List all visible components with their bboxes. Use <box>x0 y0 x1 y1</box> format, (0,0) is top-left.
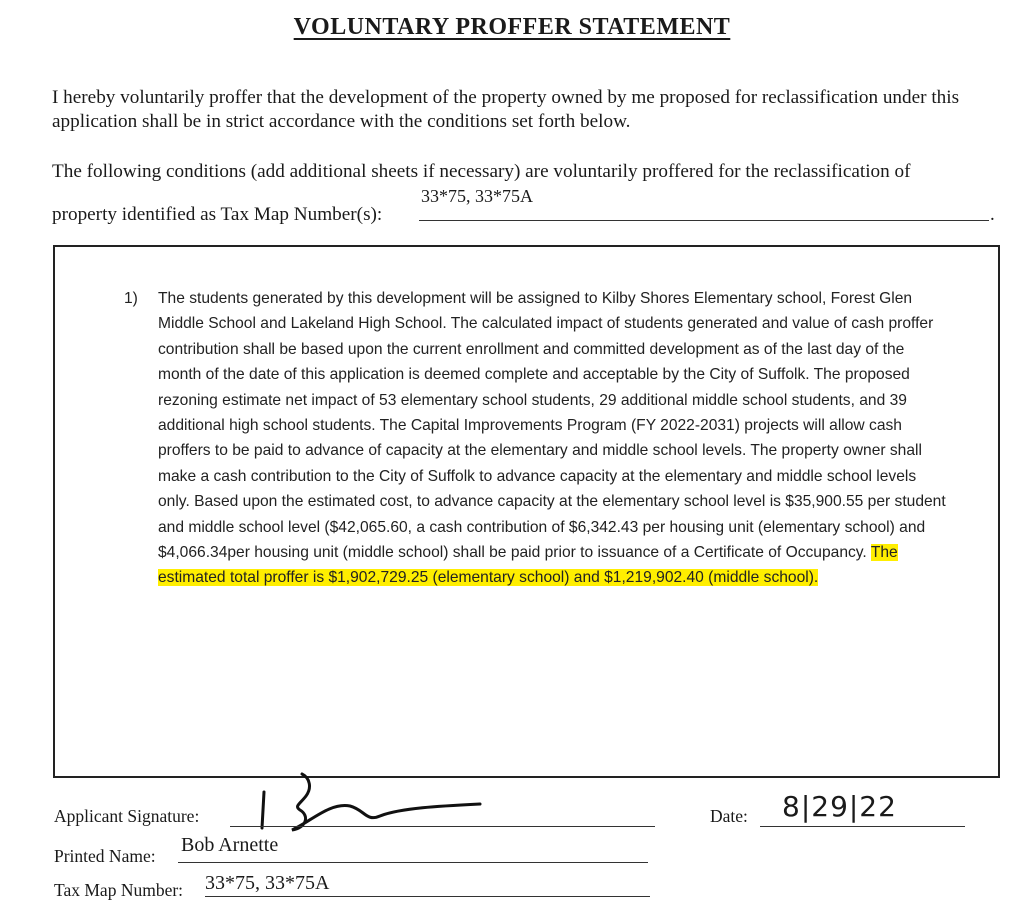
tax-map-value: 33*75, 33*75A <box>421 186 533 206</box>
tax-map-number-label: Tax Map Number: <box>54 880 184 900</box>
condition-text <box>158 286 948 591</box>
document-title: VOLUNTARY PROFFER STATEMENT <box>293 14 731 40</box>
handwritten-signature <box>240 770 500 840</box>
tax-map-period: . <box>990 204 995 225</box>
date-label: Date: <box>710 806 748 826</box>
printed-name-line <box>178 862 648 863</box>
tax-map-label: property identified as Tax Map Number(s): <box>52 204 383 225</box>
printed-name-value: Bob Arnette <box>181 834 279 856</box>
highlighted-total-proffer: The estimated total proffer is $1,902,729.25 (elementary school) and $1,219,902.40 (middle school). <box>158 544 898 587</box>
date-line <box>760 826 965 827</box>
condition-number: 1) <box>124 290 138 307</box>
intro-paragraph: I hereby voluntarily proffer that the development of the property owned by me proposed for reclassification under this application shall be in strict accordance with the conditions set forth below. <box>52 87 960 132</box>
printed-name-label: Printed Name: <box>54 846 156 866</box>
tax-map-number-line <box>205 896 650 897</box>
tax-map-field <box>419 186 989 221</box>
condition-body: The students generated by this development will be assigned to Kilby Shores Elementary school, Forest Glen Middle School and Lakeland High School. The calculated impact of students generated and value of cash proffer contribution shall be based upon the current enrollment and committed development as of the last day of the month of the date of this application is deemed complete and acceptable by the City of Suffolk. The proposed rezoning estimate net impact of 53 elementary school students, 29 additional middle school students, and 39 additional high school students. The Capital Improvements Program (FY 2022-2031) projects will allow cash proffers to be paid to advance of capacity at the elementary and middle school levels. The property owner shall make a cash contribution to the City of Suffolk to advance capacity at the elementary and middle school levels only. Based upon the estimated cost, to advance capacity at the elementary school level is $35,900.55 per student and middle school level ($42,065.60, a cash contribution of $6,342.43 per housing unit (elementary school) and $4,066.34per housing unit (middle school) shall be paid prior to issuance of a Certificate of Occupancy. <box>158 290 946 562</box>
tax-map-number-value: 33*75, 33*75A <box>205 872 330 894</box>
date-value: 8|29|22 <box>782 790 897 823</box>
signature-line <box>230 826 655 827</box>
conditions-intro: The following conditions (add additional sheets if necessary) are voluntarily proffered for the reclassification of <box>52 161 911 182</box>
applicant-signature-label: Applicant Signature: <box>54 806 200 826</box>
